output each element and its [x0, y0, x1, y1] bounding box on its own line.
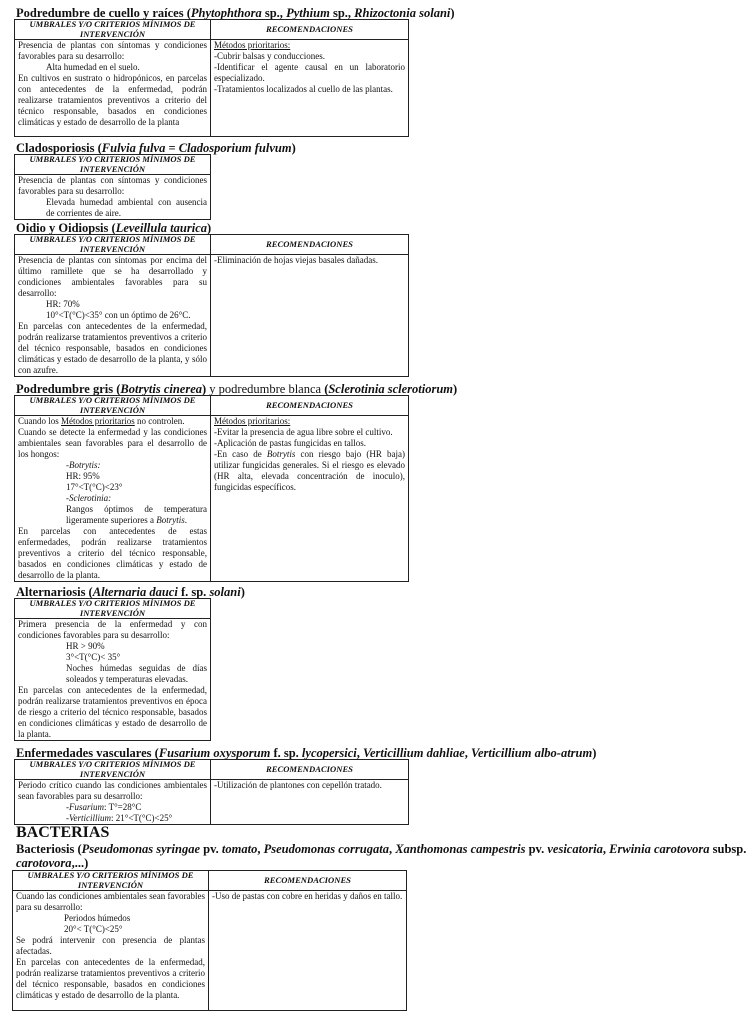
umbrales-cell: Cuando las condiciones ambientales sean favorables para su desarrollo: Periodos húmedos 20°< T(°C)<25° Se podrá intervenir con presencia de plantas afectadas. En parcelas con antecedentes de la enfermedad, podrán realizarse tratamientos preventivos a criterio del técnico responsable, basados en condiciones climáticas y estado de desarrollo de la planta. — [13, 891, 209, 1011]
header-umbrales: UMBRALES Y/O CRITERIOS MÍNIMOS DE INTERVENCIÓN — [13, 871, 209, 891]
table-podredumbre-gris — [14, 395, 409, 582]
header-umbrales: UMBRALES Y/O CRITERIOS MÍNIMOS DE INTERVENCIÓN — [15, 760, 211, 780]
section-title-bacteriosis: Bacteriosis (Pseudomonas syringae pv. tomato, Pseudomonas corrugata, Xanthomonas campestris pv. vesicatoria, Erwinia carotovora subsp. — [16, 842, 747, 856]
header-recomendaciones: RECOMENDACIONES — [211, 396, 409, 416]
umbrales-cell: Presencia de plantas con síntomas por encima del último ramillete que se ha desarrollado y condiciones ambientales favorables para su desarrollo: HR: 70% 10°<T(°C)<35° con un óptimo de 26°C. En parcelas con antecedentes de la enfermedad, podrán realizarse tratamientos preventivos a criterio del técnico responsable, basados en condiciones climáticas y estado de desarrollo de la planta, y sólo con azufre. — [15, 255, 211, 377]
table-bacteriosis — [12, 870, 407, 1011]
recomendaciones-cell: -Utilización de plantones con cepellón tratado. — [211, 780, 409, 825]
header-recomendaciones: RECOMENDACIONES — [211, 235, 409, 255]
header-umbrales: UMBRALES Y/O CRITERIOS MÍNIMOS DE INTERVENCIÓN — [15, 235, 211, 255]
recomendaciones-cell: Métodos prioritarios: -Evitar la presencia de agua libre sobre el cultivo. -Aplicación de pastas fungicidas en tallos. -En caso de Botrytis con riesgo bajo (HR baja) utilizar fungicidas generales. Si el riesgo es elevado (HR alta, elevada concentración de inoculo), fungicidas específicos. — [211, 416, 409, 582]
recomendaciones-cell: Métodos prioritarios: -Cubrir balsas y conducciones. -Identificar el agente causal en un laboratorio especializado. -Tratamientos localizados al cuello de las plantas. — [211, 40, 409, 137]
section-title-oidio: Oidio y Oidiopsis (Leveillula taurica) — [16, 221, 212, 235]
umbrales-cell: Presencia de plantas con síntomas y condiciones favorables para su desarrollo: Elevada humedad ambiental con ausencia de corrientes de aire. — [15, 175, 211, 220]
umbrales-cell: Periodo crítico cuando las condiciones ambientales sean favorables para su desarrollo: -Fusarium: T°=28°C -Verticillium: 21°<T(°C)<25° — [15, 780, 211, 825]
recomendaciones-cell: -Eliminación de hojas viejas basales dañadas. — [211, 255, 409, 377]
header-umbrales: UMBRALES Y/O CRITERIOS MÍNIMOS DE INTERVENCIÓN — [15, 396, 211, 416]
umbrales-cell: Presencia de plantas con síntomas y condiciones favorables para su desarrollo: Alta humedad en el suelo. En cultivos en sustrato o hidropónicos, en parcelas con antecedentes de la enfermedad, podrán realizarse tratamientos preventivos a criterio del técnico responsable, basados en condiciones climáticas y estado de desarrollo de la planta — [15, 40, 211, 137]
section-title-cladosporiosis: Cladosporiosis (Fulvia fulva = Cladosporium fulvum) — [16, 141, 296, 155]
table-vasculares — [14, 759, 409, 825]
section-title-podredumbre-cuello: Podredumbre de cuello y raíces (Phytophthora sp., Pythium sp., Rhizoctonia solani) — [16, 6, 455, 20]
header-recomendaciones: RECOMENDACIONES — [211, 20, 409, 40]
umbrales-cell: Cuando los Métodos prioritarios no controlen. Cuando se detecte la enfermedad y las condiciones ambientales sean favorables para el desarrollo de los hongos: -Botrytis: HR: 95% 17°<T(°C)<23° -Sclerotinia: Rangos óptimos de temperatura ligeramente superiores a Botrytis. En parcelas con antecedentes de estas enfermedades, podrán realizarse tratamientos preventivos a criterio del técnico responsable, basados en condiciones climáticas y estado de desarrollo de la planta. — [15, 416, 211, 582]
table-alternariosis — [14, 598, 211, 741]
table-oidio — [14, 234, 409, 377]
header-umbrales: UMBRALES Y/O CRITERIOS MÍNIMOS DE INTERVENCIÓN — [15, 155, 211, 175]
header-umbrales: UMBRALES Y/O CRITERIOS MÍNIMOS DE INTERVENCIÓN — [15, 20, 211, 40]
table-cladosporiosis — [14, 154, 211, 220]
section-title-bacteriosis-cont: carotovora,...) — [16, 856, 89, 870]
header-recomendaciones: RECOMENDACIONES — [211, 760, 409, 780]
section-title-vasculares: Enfermedades vasculares (Fusarium oxysporum f. sp. lycopersici, Verticillium dahliae, Verticillium albo-atrum) — [16, 746, 597, 760]
section-title-podredumbre-gris: Podredumbre gris (Botrytis cinerea) y podredumbre blanca (Sclerotinia sclerotiorum) — [16, 382, 458, 396]
umbrales-cell: Primera presencia de la enfermedad y con condiciones favorables para su desarrollo: HR > 90% 3°<T(°C)< 35° Noches húmedas seguidas de días soleados y temperaturas elevadas. En parcelas con antecedentes de la enfermedad, podrán realizarse tratamientos preventivos en época de riesgo a criterio del técnico responsable, basados en condiciones climáticas y estado de desarrollo de la planta. — [15, 619, 211, 741]
header-umbrales: UMBRALES Y/O CRITERIOS MÍNIMOS DE INTERVENCIÓN — [15, 599, 211, 619]
table-podredumbre-cuello — [14, 19, 409, 137]
section-title-alternariosis: Alternariosis (Alternaria dauci f. sp. solani) — [16, 585, 245, 599]
recomendaciones-cell: -Uso de pastas con cobre en heridas y daños en tallo. — [209, 891, 407, 1011]
section-heading-bacterias: BACTERIAS — [16, 824, 110, 841]
header-recomendaciones: RECOMENDACIONES — [209, 871, 407, 891]
